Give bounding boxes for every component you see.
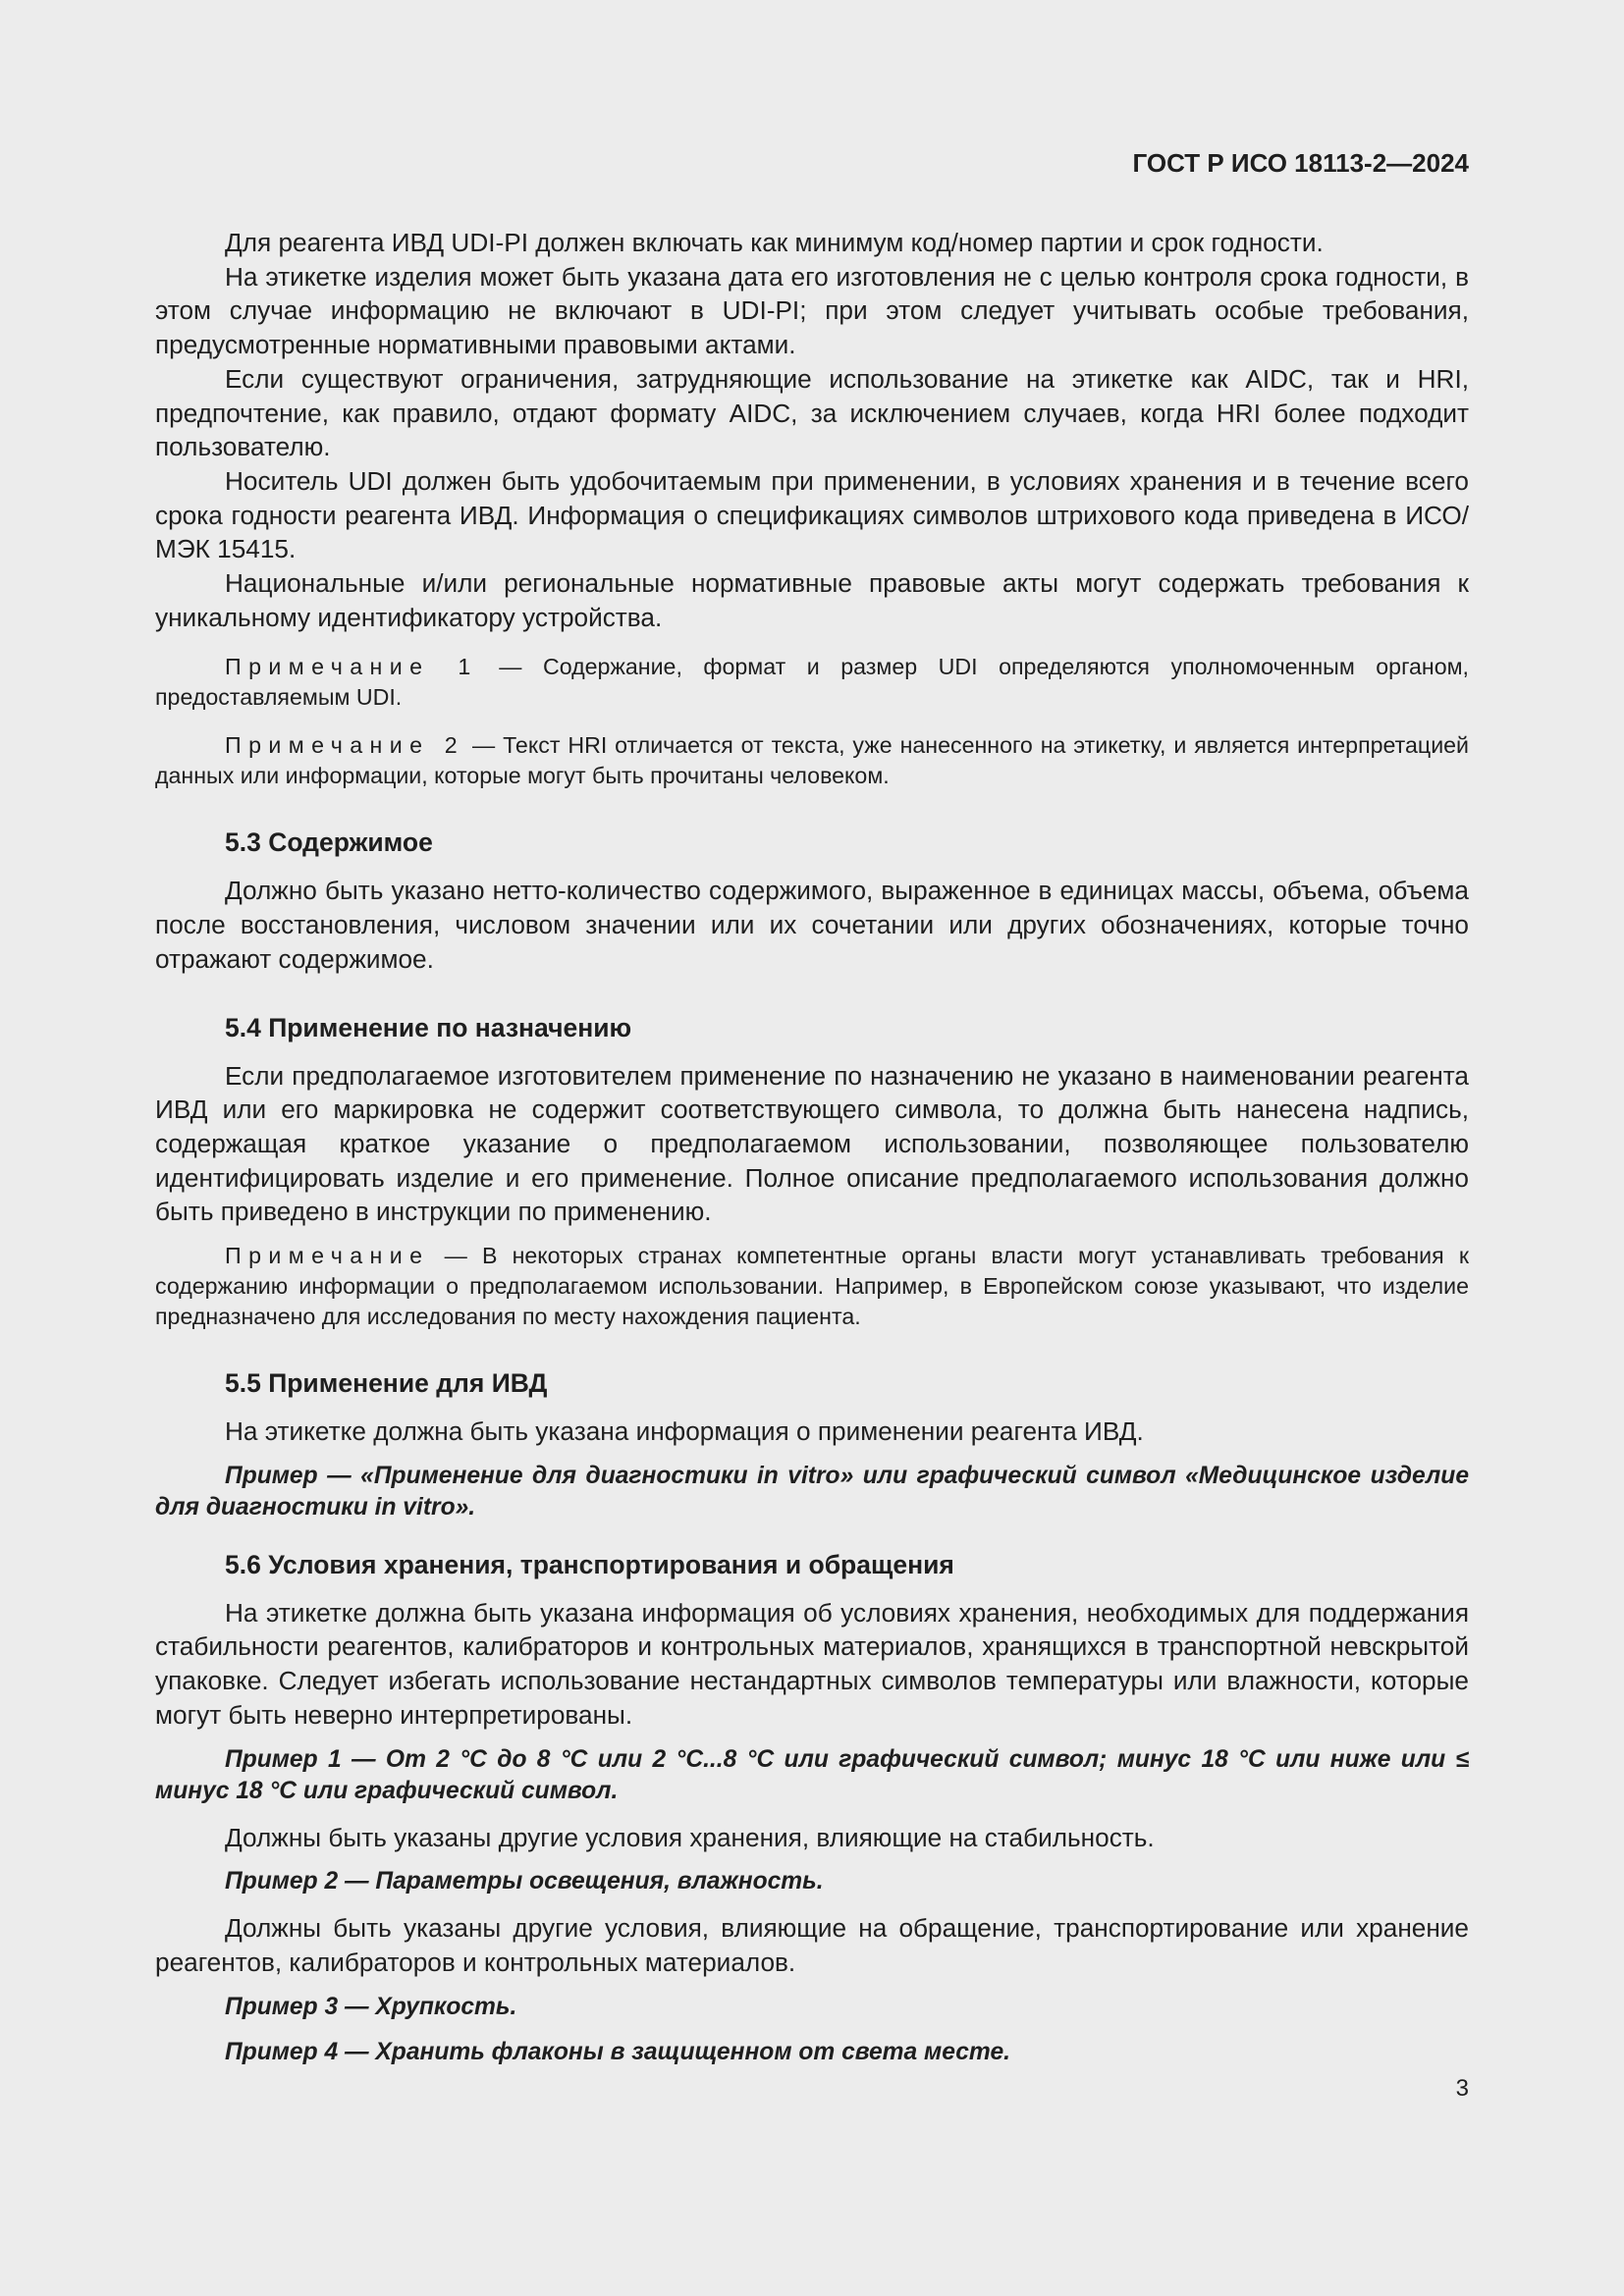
paragraph-udi-carrier: Носитель UDI должен быть удобочитаемым при применении, в условиях хранения и в течение всего срока годности реагента ИВД. Информация о спецификациях символов штрихового кода приведена в ИСО/МЭК 15415. xyxy=(155,465,1469,564)
note-2-text: — Текст HRI отличается от текста, уже нанесенного на этикетку, и является интерпретацией данных или информации, которые могут быть прочитаны человеком. xyxy=(155,732,1469,789)
example-1-temperature: Пример 1 — От 2 °С до 8 °С или 2 °С...8 °С или графический символ; минус 18 °С или ниже или ≤ минус 18 °С или графический символ. xyxy=(155,1745,1469,1804)
paragraph-manufacture-date: На этикетке изделия может быть указана дата его изготовления не с целью контроля срока годности, в этом случае информацию не включают в UDI-PI; при этом следует учитывать особые требования, предусмотренные нормативными правовыми актами. xyxy=(155,261,1469,360)
standard-designation: ГОСТ Р ИСО 18113-2—2024 xyxy=(1132,148,1469,178)
example-2-lighting: Пример 2 — Параметры освещения, влажность. xyxy=(225,1868,824,1896)
paragraph-regulations: Национальные и/или региональные нормативные правовые акты могут содержать требования к уникальному идентификатору устройства. xyxy=(155,568,1469,632)
note-2-label: Примечание 2 xyxy=(225,732,465,759)
note-intended-use xyxy=(155,1241,1469,1332)
note-1-text: — Содержание, формат и размер UDI определяются уполномоченным органом, предоставляемым UDI. xyxy=(155,654,1470,711)
example-ivd: Пример — «Применение для диагностики in vitro» или графический символ «Медицинское изделие для диагностики in vitro». xyxy=(155,1462,1469,1521)
section-heading-5-6: 5.6 Условия хранения, транспортирования и обращения xyxy=(225,1549,954,1579)
note-intended-use-text: — В некоторых странах компетентные органы власти могут устанавливать требования к содержанию информации о предполагаемом использовании. Например, в Европейском союзе указывают, что изделие предназначено для исследования по месту нахождения пациента. xyxy=(155,1243,1469,1330)
page-number: 3 xyxy=(1455,2075,1469,2102)
paragraph-contents: Должно быть указано нетто-количество содержимого, выраженное в единицах массы, объема, объема после восстановления, числовом значении или их сочетании или других обозначениях, которые точно отражают содержимое. xyxy=(155,876,1469,974)
paragraph-handling: Должны быть указаны другие условия, влияющие на обращение, транспортирование или хранение реагентов, калибраторов и контрольных материалов. xyxy=(155,1913,1469,1977)
note-1-label: Примечание 1 xyxy=(225,654,478,680)
paragraph-aidc-hri: Если существуют ограничения, затрудняющие использование на этикетке как AIDC, так и HRI, предпочтение, как правило, отдают формату AIDC, за исключением случаев, когда HRI более подходит пользователю. xyxy=(155,363,1469,462)
section-heading-5-5: 5.5 Применение для ИВД xyxy=(225,1368,548,1399)
paragraph-other-storage: Должны быть указаны другие условия хранения, влияющие на стабильность. xyxy=(225,1822,1155,1852)
example-3-fragility: Пример 3 — Хрупкость. xyxy=(225,1993,517,2020)
document-page xyxy=(155,145,1469,2082)
paragraph-storage-conditions: На этикетке должна быть указана информация об условиях хранения, необходимых для поддержания стабильности реагентов, калибраторов и контрольных материалов, хранящихся в транспортной невскрытой упаковке. Следует избегать использование нестандартных символов температуры или влажности, которые могут быть неверно интерпретированы. xyxy=(155,1597,1469,1730)
note-1 xyxy=(155,652,1469,713)
example-4-light-protection: Пример 4 — Хранить флаконы в защищенном от света месте. xyxy=(225,2038,1010,2065)
paragraph-intended-use: Если предполагаемое изготовителем применение по назначению не указано в наименовании реагента ИВД или его маркировка не содержит соответствующего символа, то должна быть нанесена надпись, содержащая краткое указание о предполагаемом использовании, позволяющее пользователю идентифицировать изделие и его применение. Полное описание предполагаемого использования должно быть приведено в инструкции по применению. xyxy=(155,1060,1469,1227)
note-2 xyxy=(155,730,1469,791)
paragraph-udi-pi: Для реагента ИВД UDI-PI должен включать как минимум код/номер партии и срок годности. xyxy=(225,228,1324,257)
section-heading-5-4: 5.4 Применение по назначению xyxy=(225,1012,632,1042)
section-heading-5-3: 5.3 Содержимое xyxy=(225,828,433,858)
paragraph-ivd-use: На этикетке должна быть указана информация о применении реагента ИВД. xyxy=(225,1416,1144,1447)
note-intended-use-label: Примечание xyxy=(225,1243,430,1269)
